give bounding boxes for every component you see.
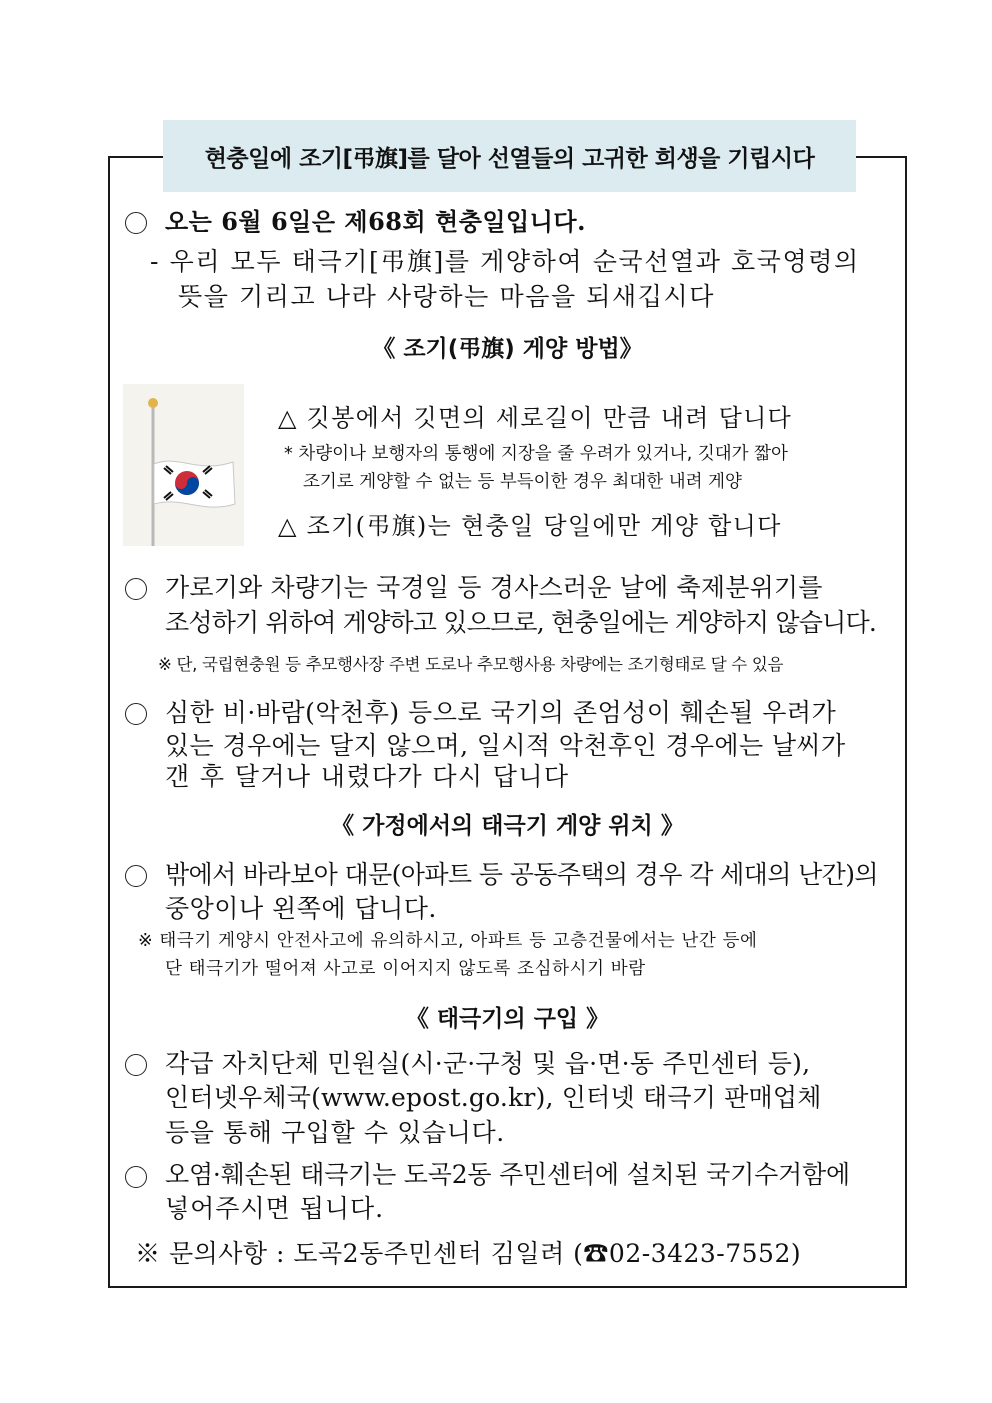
section-heading: 《 가정에서의 태극기 게양 위치 》	[331, 813, 684, 839]
method-item: △ 조기(弔旗)는 현충일 당일에만 게양 합니다	[278, 512, 782, 540]
paragraph-line: 갠 후 달거나 내렸다가 다시 답니다	[165, 762, 570, 791]
method-note: 조기로 게양할 수 없는 등 부득이한 경우 최대한 내려 게양	[303, 472, 742, 492]
paragraph-line: 인터넷우체국(www.epost.go.kr), 인터넷 태극기 판매업체	[165, 1083, 822, 1112]
paragraph-line: 등을 통해 구입할 수 있습니다.	[165, 1118, 505, 1147]
paragraph-line: 중앙이나 왼쪽에 답니다.	[165, 894, 437, 923]
bullet-circle	[125, 703, 147, 725]
paragraph-note: ※ 단, 국립현충원 등 추모행사장 주변 도로나 추모행사용 차량에는 조기형태로 달 수 있음	[158, 655, 784, 674]
method-note: * 차량이나 보행자의 통행에 지장을 줄 우려가 있거나, 깃대가 짧아	[284, 444, 788, 464]
method-item: △ 깃봉에서 깃면의 세로길이 만큼 내려 답니다	[278, 404, 793, 432]
bullet-circle	[125, 1054, 147, 1076]
contact-info: ※ 문의사항 : 도곡2동주민센터 김일려 (☎02-3423-7552)	[135, 1239, 802, 1268]
section-heading: 《 태극기의 구입 》	[405, 1006, 610, 1032]
bullet-circle	[125, 212, 147, 234]
paragraph-note: 단 태극기가 떨어져 사고로 이어지지 않도록 조심하시기 바람	[165, 959, 646, 979]
paragraph-line: 밖에서 바라보아 대문(아파트 등 공동주택의 경우 각 세대의 난간)의	[165, 860, 878, 889]
page-title: 현충일에 조기[弔旗]를 달아 선열들의 고귀한 희생을 기립시다	[163, 120, 856, 192]
paragraph-note: ※ 태극기 게양시 안전사고에 유의하시고, 아파트 등 고층건물에서는 난간 등에	[138, 931, 758, 951]
paragraph-line: 각급 자치단체 민원실(시·군·구청 및 읍·면·동 주민센터 등),	[165, 1049, 811, 1078]
half-mast-flag-image	[123, 384, 244, 546]
intro-line: 오는 6월 6일은 제68회 현충일입니다.	[165, 207, 586, 236]
intro-line: - 우리 모두 태극기[弔旗]를 게양하여 순국선열과 호국영령의	[150, 247, 860, 276]
paragraph-line: 조성하기 위하여 게양하고 있으므로, 현충일에는 게양하지 않습니다.	[165, 608, 876, 637]
bullet-circle	[125, 865, 147, 887]
paragraph-line: 가로기와 차량기는 국경일 등 경사스러운 날에 축제분위기를	[165, 573, 823, 602]
bullet-circle	[125, 578, 147, 600]
paragraph-line: 있는 경우에는 달지 않으며, 일시적 악천후인 경우에는 날씨가	[165, 731, 846, 760]
paragraph-line: 심한 비·바람(악천후) 등으로 국기의 존엄성이 훼손될 우려가	[165, 698, 837, 727]
paragraph-line: 넣어주시면 됩니다.	[165, 1194, 385, 1223]
bullet-circle	[125, 1166, 147, 1188]
intro-line: 뜻을 기리고 나라 사랑하는 마음을 되새깁시다	[178, 282, 715, 311]
section-heading: 《 조기(弔旗) 게양 방법》	[372, 336, 643, 362]
paragraph-line: 오염·훼손된 태극기는 도곡2동 주민센터에 설치된 국기수거함에	[165, 1160, 850, 1189]
